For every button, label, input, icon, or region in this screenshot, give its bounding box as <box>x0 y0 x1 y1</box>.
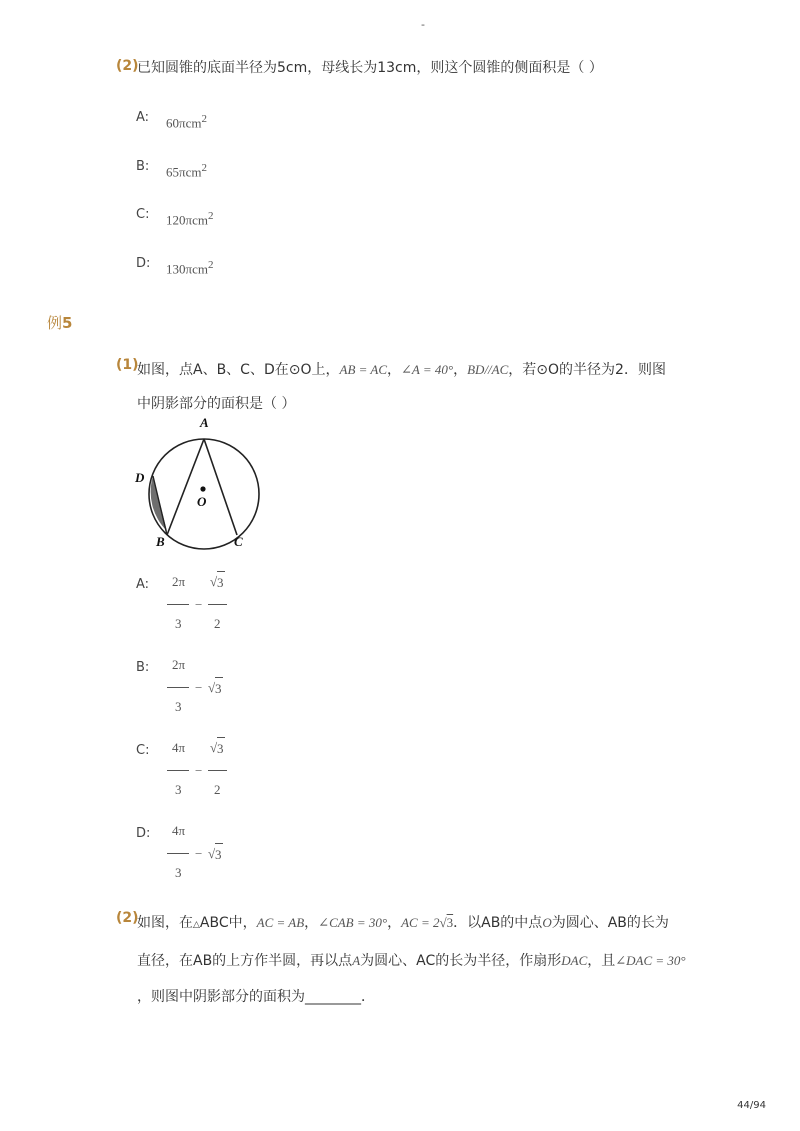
radical-bar <box>217 571 225 572</box>
sqrt-symbol: √ <box>210 574 218 589</box>
question-text-line-2: 直径，在AB的上方作半圆，再以点A为圆心、AC的长为半径，作扇形DAC，且∠DAC = 30° <box>137 953 686 969</box>
header-mark: - <box>421 18 425 31</box>
radical-bar <box>215 843 223 844</box>
option-value-c: 120πcm$^2$ <box>166 210 214 228</box>
label-b: B <box>156 534 165 549</box>
denominator: 3 <box>175 865 182 880</box>
label-o: O <box>197 494 207 509</box>
fraction-bar <box>167 853 189 854</box>
option-label-c: C: <box>136 207 150 222</box>
question-number: (1) <box>116 357 139 373</box>
center-point <box>200 486 205 491</box>
sqrt-symbol: √ <box>210 740 218 755</box>
radicand: 3 <box>215 847 222 862</box>
label-c: C <box>234 534 243 549</box>
option-value-b: 65πcm$^2$ <box>166 162 207 180</box>
option-value-a: 60πcm$^2$ <box>166 113 207 131</box>
question-number: (2) <box>116 58 139 74</box>
option-label-b: B: <box>136 660 150 675</box>
fraction-bar <box>208 770 227 771</box>
fraction-bar <box>167 604 189 605</box>
minus-sign: − <box>195 846 203 861</box>
option-label-a: A: <box>136 577 150 592</box>
option-label-d: D: <box>136 826 151 841</box>
chord-ac <box>204 439 237 535</box>
question-text-line-1: 如图，在△ABC中，AC = AB，∠CAB = 30°，AC = 2√3．以AB的中点O为圆心、AB的长为 <box>137 915 669 931</box>
denominator: 2 <box>214 782 221 797</box>
minus-sign: − <box>195 597 203 612</box>
question-text: 已知圆锥的底面半径为5cm，母线长为13cm，则这个圆锥的侧面积是（ ） <box>137 60 603 76</box>
numerator: 4π <box>172 740 186 755</box>
minus-sign: − <box>195 763 203 778</box>
option-label-d: D: <box>136 256 151 271</box>
question-text-line-3: ，则图中阴影部分的面积为________． <box>137 989 375 1005</box>
question-text-line-2: 中阴影部分的面积是（ ） <box>137 396 296 412</box>
numerator: 2π <box>172 657 186 672</box>
option-label-c: C: <box>136 743 150 758</box>
example-heading: 例5 <box>47 314 73 332</box>
chord-ab <box>167 439 204 535</box>
sqrt-symbol: √ <box>208 846 216 861</box>
denominator: 3 <box>175 699 182 714</box>
denominator: 3 <box>175 616 182 631</box>
circle-figure <box>130 412 270 554</box>
radicand: 3 <box>215 681 222 696</box>
radical-bar <box>217 737 225 738</box>
radicand: 3 <box>217 741 224 756</box>
question-text-line-1: 如图，点A、B、C、D在⊙O上，AB = AC，∠A = 40°，BD//AC，若⊙O的半径为2．则图 <box>137 362 666 378</box>
option-label-b: B: <box>136 159 150 174</box>
page-number: 44/94 <box>737 1100 766 1111</box>
fraction-bar <box>167 687 189 688</box>
denominator: 2 <box>214 616 221 631</box>
option-value-d: 130πcm$^2$ <box>166 259 214 277</box>
denominator: 3 <box>175 782 182 797</box>
radical-bar <box>215 677 223 678</box>
fraction-bar <box>208 604 227 605</box>
fraction-bar <box>167 770 189 771</box>
label-a: A <box>200 415 209 430</box>
radicand: 3 <box>217 575 224 590</box>
label-d: D <box>135 470 145 485</box>
numerator: 2π <box>172 574 186 589</box>
question-number: (2) <box>116 910 139 926</box>
sqrt-symbol: √ <box>208 680 216 695</box>
minus-sign: − <box>195 680 203 695</box>
option-label-a: A: <box>136 110 150 125</box>
numerator: 4π <box>172 823 186 838</box>
